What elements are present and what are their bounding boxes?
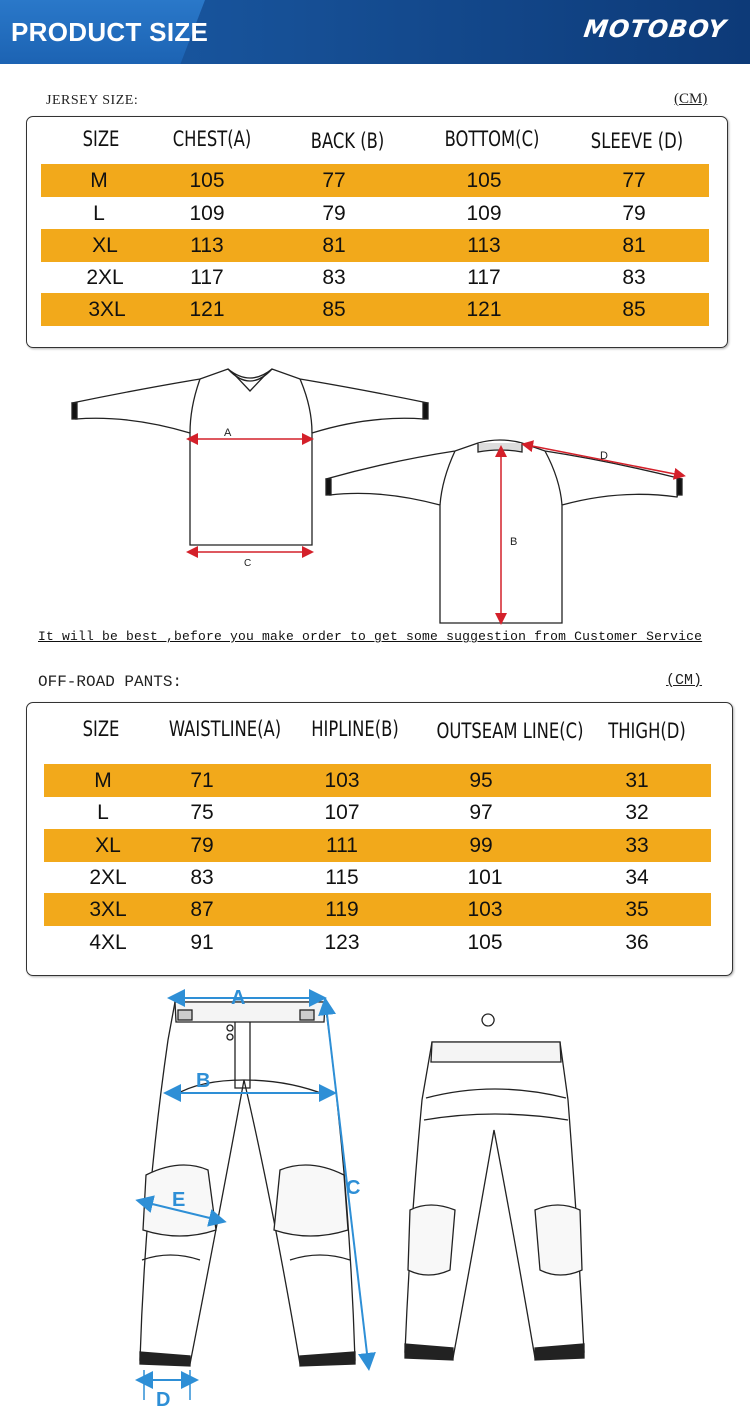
- table-cell: 85: [322, 298, 346, 321]
- table-cell: 2XL: [89, 866, 127, 889]
- jersey-section-label: JERSEY SIZE:: [46, 93, 139, 108]
- table-cell: L: [93, 202, 105, 225]
- table-cell: 79: [622, 202, 646, 225]
- jersey-col-header: BOTTOM(C): [444, 127, 540, 151]
- table-row: [41, 197, 709, 230]
- label-a: A: [224, 427, 232, 439]
- table-cell: 95: [469, 769, 493, 792]
- table-cell: 121: [189, 298, 225, 321]
- pants-unit-label: (CM): [666, 672, 703, 689]
- table-row: [44, 764, 711, 797]
- table-cell: 119: [325, 898, 359, 921]
- table-cell: 83: [622, 266, 646, 289]
- pants-size-table: [26, 702, 733, 976]
- table-cell: XL: [92, 234, 118, 257]
- pants-col-header: HIPLINE(B): [311, 717, 399, 741]
- label-c: C: [244, 558, 252, 569]
- table-cell: 33: [625, 834, 649, 857]
- table-cell: 113: [467, 234, 501, 257]
- table-cell: 83: [190, 866, 214, 889]
- table-cell: 105: [467, 931, 503, 954]
- jersey-back-drawing: [326, 440, 682, 623]
- table-cell: 109: [189, 202, 225, 225]
- jersey-measurement-diagram: [0, 355, 750, 627]
- table-cell: 85: [622, 298, 646, 321]
- table-cell: 77: [322, 169, 346, 192]
- table-cell: 103: [467, 898, 503, 921]
- pants-col-header: SIZE: [82, 717, 120, 741]
- table-cell: 81: [322, 234, 346, 257]
- table-row: [44, 861, 711, 894]
- table-cell: 75: [190, 801, 214, 824]
- pants-back-drawing: [405, 1014, 584, 1360]
- table-cell: 105: [466, 169, 502, 192]
- table-cell: 2XL: [86, 266, 124, 289]
- page-title: PRODUCT SIZE: [11, 17, 209, 47]
- table-cell: 31: [625, 769, 649, 792]
- label-b: B: [196, 1070, 211, 1092]
- table-cell: L: [97, 801, 109, 824]
- table-cell: 99: [469, 834, 493, 857]
- table-cell: 91: [190, 931, 214, 954]
- jersey-unit-label: (CM): [674, 91, 708, 107]
- table-row: [44, 829, 711, 862]
- table-cell: 123: [324, 931, 360, 954]
- table-cell: 4XL: [89, 931, 127, 954]
- label-c: C: [346, 1177, 361, 1199]
- table-cell: 3XL: [89, 898, 127, 921]
- table-cell: 35: [625, 898, 649, 921]
- customer-service-notice: It will be best ,before you make order to get some suggestion from Customer Service: [38, 629, 703, 644]
- table-cell: 105: [189, 169, 225, 192]
- table-cell: 34: [625, 866, 649, 889]
- label-d: D: [600, 450, 608, 462]
- pants-section-label: OFF-ROAD PANTS:: [38, 673, 183, 691]
- table-cell: 36: [625, 931, 649, 954]
- pants-measurement-diagram: [0, 980, 750, 1413]
- pants-col-header: THIGH(D): [608, 719, 686, 743]
- jersey-col-header: CHEST(A): [172, 127, 252, 151]
- table-cell: 79: [322, 202, 346, 225]
- table-cell: 121: [466, 298, 502, 321]
- table-cell: 117: [190, 266, 224, 289]
- table-cell: 101: [467, 866, 503, 889]
- table-cell: 71: [190, 769, 214, 792]
- table-cell: 83: [322, 266, 346, 289]
- table-cell: 115: [325, 866, 359, 889]
- table-cell: 111: [326, 834, 358, 857]
- table-cell: 107: [324, 801, 360, 824]
- table-row: [41, 293, 709, 326]
- table-cell: 81: [622, 234, 646, 257]
- jersey-front-drawing: [72, 369, 428, 545]
- table-cell: 32: [625, 801, 649, 824]
- label-b: B: [510, 536, 518, 548]
- label-d: D: [156, 1389, 171, 1411]
- table-cell: 77: [622, 169, 646, 192]
- jersey-col-header: BACK (B): [310, 129, 385, 153]
- label-a: A: [231, 987, 246, 1009]
- table-cell: 3XL: [88, 298, 126, 321]
- table-cell: 97: [469, 801, 493, 824]
- table-cell: 87: [190, 898, 214, 921]
- table-cell: 79: [190, 834, 214, 857]
- table-cell: XL: [95, 834, 121, 857]
- table-cell: 117: [467, 266, 501, 289]
- page-header: [0, 0, 750, 64]
- jersey-col-header: SIZE: [82, 127, 120, 151]
- table-row: [44, 796, 711, 829]
- table-cell: M: [90, 169, 108, 192]
- jersey-col-header: SLEEVE (D): [590, 129, 684, 153]
- pants-col-header: WAISTLINE(A): [168, 717, 282, 741]
- table-cell: 109: [466, 202, 502, 225]
- table-row: [41, 229, 709, 262]
- table-row: [44, 893, 711, 926]
- label-e: E: [172, 1189, 186, 1211]
- pants-front-drawing: [140, 1002, 355, 1366]
- table-row: [41, 164, 709, 197]
- jersey-size-table: [26, 116, 728, 348]
- table-row: [44, 926, 711, 959]
- table-cell: M: [94, 769, 112, 792]
- brand-logo: MOTOBOY: [581, 15, 728, 43]
- pants-col-header: OUTSEAM LINE(C): [436, 719, 584, 743]
- table-row: [41, 261, 709, 294]
- table-cell: 113: [190, 234, 224, 257]
- table-cell: 103: [324, 769, 360, 792]
